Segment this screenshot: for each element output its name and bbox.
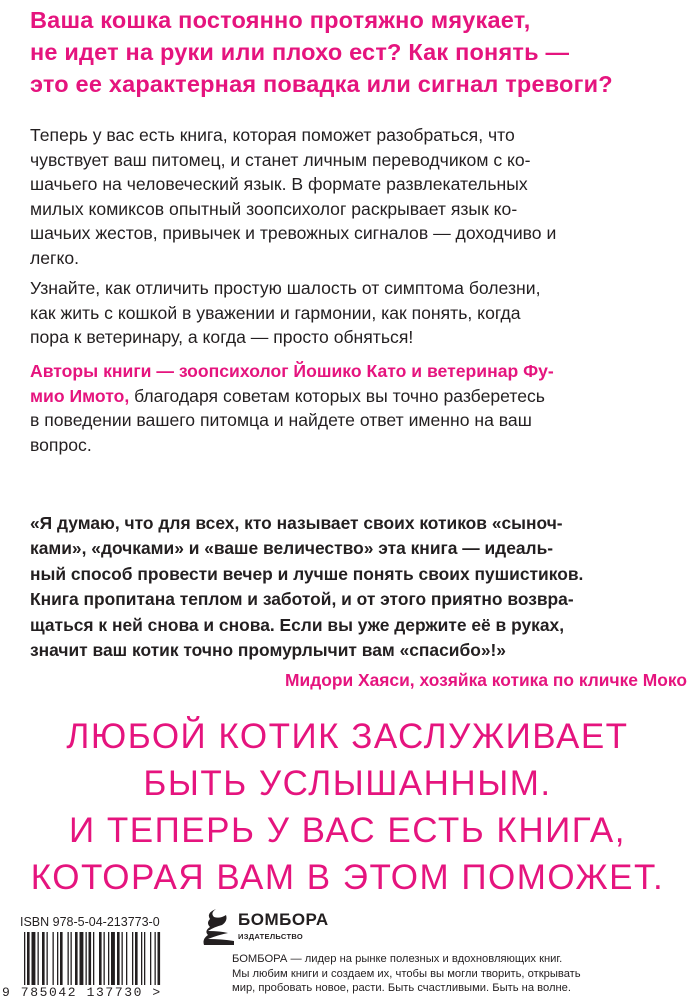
barcode-bar bbox=[42, 932, 45, 986]
barcode-bar bbox=[126, 932, 127, 986]
description-paragraph-authors bbox=[30, 359, 680, 457]
barcode-bar bbox=[144, 932, 145, 986]
quote-line: ный способ провести вечер и лучше понять своих пушистиков. bbox=[30, 563, 584, 584]
description-paragraph-2 bbox=[30, 276, 680, 350]
slogan-line: И ТЕПЕРЬ У ВАС ЕСТЬ КНИГА, bbox=[69, 811, 626, 850]
text-line: Узнайте, как отличить простую шалость от симптома болезни, bbox=[30, 278, 541, 298]
headline-line: это ее характерная повадка или сигнал тревоги? bbox=[30, 71, 613, 97]
text-line: пора к ветеринару, а когда — просто обняться! bbox=[30, 327, 414, 348]
review-quote bbox=[30, 511, 682, 663]
text-line: БОМБОРА — лидер на рынке полезных и вдохновляющих книг. bbox=[232, 953, 563, 965]
barcode bbox=[20, 932, 210, 986]
barcode-bar bbox=[27, 932, 30, 986]
text-line: в поведении вашего питомца и найдете ответ именно на ваш bbox=[30, 410, 532, 431]
quote-line: Книга пропитана теплом и заботой, и от этого приятно возвра- bbox=[30, 589, 574, 610]
barcode-bar bbox=[122, 932, 123, 986]
publisher-name: БОМБОРА bbox=[238, 910, 329, 929]
slogan-line: ЛЮБОЙ КОТИК ЗАСЛУЖИВАЕТ bbox=[66, 717, 629, 756]
text-line: чувствует ваш питомец, и станет личным переводчиком с ко- bbox=[30, 149, 531, 170]
text-line: шачьего на человеческий язык. В формате развлекательных bbox=[30, 174, 528, 195]
barcode-bar bbox=[104, 932, 105, 986]
barcode-bar bbox=[141, 932, 142, 986]
text-line: вопрос. bbox=[30, 434, 92, 455]
slogan-line: БЫТЬ УСЛЫШАННЫМ. bbox=[143, 764, 552, 803]
quote-line: «Я думаю, что для всех, кто называет своих котиков «сыноч- bbox=[30, 513, 563, 533]
barcode-bar bbox=[75, 932, 78, 986]
barcode-bar bbox=[47, 932, 48, 986]
barcode-bar bbox=[108, 932, 109, 986]
slogan bbox=[0, 713, 695, 901]
quote-attribution: Мидори Хаяси, хозяйка котика по кличке Моко bbox=[285, 670, 687, 690]
text-line: благодаря советам которых вы точно разберетесь bbox=[129, 385, 545, 406]
headline-line: Ваша кошка постоянно протяжно мяукает, bbox=[30, 7, 531, 33]
barcode-bar bbox=[132, 932, 133, 986]
barcode-bar bbox=[68, 932, 69, 986]
barcode-bar bbox=[71, 932, 72, 986]
quote-line: ками», «дочками» и «ваше величество» эта книга — идеаль- bbox=[30, 538, 554, 559]
authors-highlight: мио Имото, bbox=[30, 385, 130, 406]
slogan-line: КОТОРАЯ ВАМ В ЭТОМ ПОМОЖЕТ. bbox=[30, 858, 665, 897]
text-line: шачьих жестов, привычек и тревожных сигналов — доходчиво и bbox=[30, 223, 557, 244]
barcode-bar bbox=[150, 932, 151, 986]
barcode-bar bbox=[32, 932, 36, 986]
barcode-bar bbox=[86, 932, 87, 986]
isbn-label: ISBN 978-5-04-213773-0 bbox=[20, 915, 160, 929]
text-line: Мы любим книги и создаем их, чтобы вы могли творить, открывать bbox=[232, 967, 581, 980]
text-line: мир, пробовать новое, расти. Быть счастливыми. Быть на волне. bbox=[232, 982, 572, 995]
description-paragraph-1 bbox=[30, 123, 680, 271]
barcode-bar bbox=[89, 932, 92, 986]
barcode-bar bbox=[135, 932, 138, 986]
barcode-bar bbox=[57, 932, 58, 986]
barcode-bar bbox=[24, 932, 25, 986]
barcode-bar bbox=[53, 932, 54, 986]
quote-line: щаться к ней снова и снова. Если вы уже держите её в руках, bbox=[30, 614, 565, 635]
text-line: легко. bbox=[30, 247, 80, 268]
headline bbox=[30, 4, 690, 100]
text-line: Теперь у вас есть книга, которая поможет разобраться, что bbox=[30, 125, 515, 145]
text-line: как жить с кошкой в уважении и гармонии, как понять, когда bbox=[30, 302, 521, 323]
quote-line: значит ваш котик точно промурлычит вам «спасибо»!» bbox=[30, 640, 506, 661]
authors-highlight: Авторы книги — зоопсихолог Йошико Като и ветеринар Фу- bbox=[30, 361, 554, 381]
barcode-bar bbox=[158, 932, 161, 986]
text-line: милых комиксов опытный зоопсихолог раскрывает язык ко- bbox=[30, 198, 518, 219]
barcode-bar bbox=[60, 932, 63, 986]
barcode-bar bbox=[155, 932, 156, 986]
barcode-digits: 9 785042 137730 > bbox=[2, 985, 212, 1000]
headline-line: не идет на руки или плохо ест? Как понять — bbox=[30, 39, 570, 65]
publisher-description bbox=[232, 952, 692, 996]
barcode-bar bbox=[117, 932, 120, 986]
publisher-subtitle: ИЗДАТЕЛЬСТВО bbox=[238, 932, 303, 941]
barcode-bar bbox=[93, 932, 94, 986]
barcode-bar bbox=[38, 932, 39, 986]
barcode-bar bbox=[99, 932, 102, 986]
barcode-bar bbox=[80, 932, 84, 986]
barcode-bar bbox=[111, 932, 115, 986]
